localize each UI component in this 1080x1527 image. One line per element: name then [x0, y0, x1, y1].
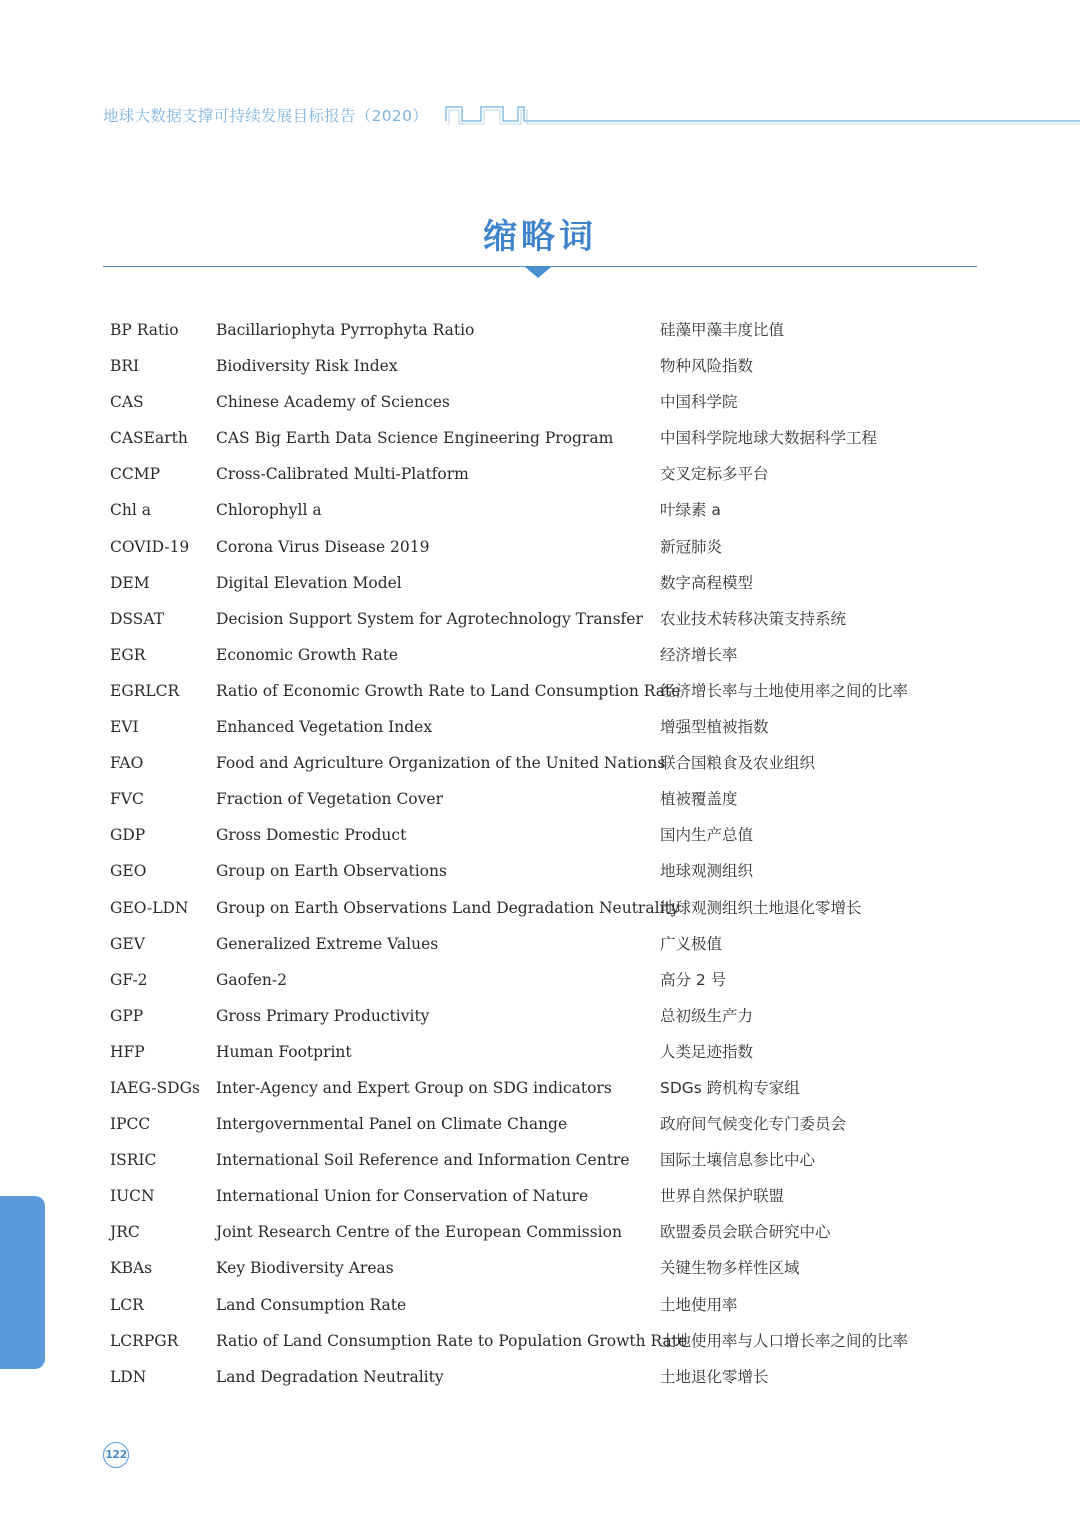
- english-term: Human Footprint: [216, 1042, 352, 1061]
- chinese-term: 新冠肺炎: [660, 537, 723, 556]
- english-term: Intergovernmental Panel on Climate Change: [216, 1115, 568, 1134]
- chinese-term: 叶绿素 a: [660, 501, 721, 520]
- chinese-term: 土地使用率与人口增长率之间的比率: [660, 1331, 909, 1350]
- english-term: Digital Elevation Model: [216, 573, 402, 592]
- chinese-term: 欧盟委员会联合研究中心: [660, 1223, 831, 1242]
- abbreviation: ISRIC: [110, 1151, 157, 1170]
- abbreviation: EGRLCR: [110, 681, 180, 700]
- english-term: Gross Primary Productivity: [216, 1006, 430, 1025]
- abbreviation: CASEarth: [110, 429, 188, 448]
- page-title: 缩略词: [483, 217, 597, 257]
- abbreviation: GF-2: [110, 970, 148, 989]
- english-term: Land Degradation Neutrality: [216, 1367, 444, 1386]
- abbreviation: LDN: [110, 1367, 147, 1386]
- abbreviation: GEO: [110, 862, 147, 881]
- chinese-term: 地球观测组织土地退化零增长: [660, 898, 862, 917]
- chinese-term: 地球观测组织: [660, 862, 754, 881]
- english-term: Key Biodiversity Areas: [216, 1259, 394, 1278]
- abbreviation: IUCN: [110, 1187, 155, 1206]
- chinese-term: 国内生产总值: [660, 826, 754, 845]
- chinese-term: 农业技术转移决策支持系统: [660, 609, 847, 628]
- english-term: Food and Agriculture Organization of the United Nations: [216, 754, 666, 773]
- english-term: Bacillariophyta Pyrrophyta Ratio: [216, 321, 475, 339]
- abbreviation: GEO-LDN: [110, 898, 189, 917]
- chapter-side-tab: [0, 1196, 45, 1369]
- chinese-term: 物种风险指数: [660, 357, 754, 376]
- english-term: Land Consumption Rate: [216, 1295, 407, 1314]
- english-term: CAS Big Earth Data Science Engineering Program: [216, 429, 614, 448]
- english-term: International Union for Conservation of Nature: [216, 1187, 589, 1206]
- abbreviation: FAO: [110, 754, 144, 773]
- abbreviation: BRI: [110, 357, 140, 376]
- english-term: Corona Virus Disease 2019: [216, 537, 430, 556]
- page-number: 122: [103, 1442, 129, 1468]
- chinese-term: 国际土壤信息参比中心: [660, 1151, 816, 1170]
- english-term: Cross-Calibrated Multi-Platform: [216, 465, 469, 484]
- abbreviation: BP Ratio: [110, 321, 179, 339]
- abbreviation: CAS: [110, 393, 144, 412]
- chinese-term: 交叉定标多平台: [660, 465, 769, 484]
- english-term: Ratio of Land Consumption Rate to Population Growth Rate: [216, 1331, 688, 1350]
- running-header: 地球大数据支撑可持续发展目标报告（2020）: [103, 107, 429, 125]
- chinese-term: 增强型植被指数: [660, 718, 769, 737]
- abbreviation: IPCC: [110, 1115, 151, 1134]
- english-term: Group on Earth Observations Land Degradation Neutrality: [216, 898, 680, 917]
- english-term: Gross Domestic Product: [216, 826, 407, 845]
- english-term: Group on Earth Observations: [216, 862, 447, 881]
- abbreviation: HFP: [110, 1042, 145, 1061]
- english-term: Enhanced Vegetation Index: [216, 718, 433, 737]
- english-term: Decision Support System for Agrotechnology Transfer: [216, 609, 643, 628]
- chinese-term: 联合国粮食及农业组织: [660, 754, 816, 773]
- abbreviation: FVC: [110, 790, 144, 809]
- abbreviation: GPP: [110, 1006, 144, 1025]
- header-decor-line: [0, 98, 1080, 128]
- english-term: Chinese Academy of Sciences: [216, 393, 450, 412]
- english-term: Biodiversity Risk Index: [216, 357, 398, 376]
- english-term: International Soil Reference and Information Centre: [216, 1151, 630, 1170]
- chinese-term: 经济增长率与土地使用率之间的比率: [660, 681, 909, 700]
- abbreviation: IAEG-SDGs: [110, 1078, 200, 1097]
- chinese-term: 中国科学院: [660, 393, 738, 412]
- abbreviation: LCRPGR: [110, 1331, 179, 1350]
- abbreviation: EVI: [110, 718, 139, 737]
- chinese-term: 关键生物多样性区域: [660, 1259, 800, 1278]
- english-term: Economic Growth Rate: [216, 645, 399, 664]
- english-term: Ratio of Economic Growth Rate to Land Consumption Rate: [216, 681, 681, 700]
- chinese-term: 总初级生产力: [660, 1006, 754, 1025]
- chinese-term: 广义极值: [660, 934, 723, 953]
- english-term: Inter-Agency and Expert Group on SDG indicators: [216, 1078, 612, 1097]
- chinese-term: 土地使用率: [660, 1295, 738, 1314]
- abbreviation: JRC: [110, 1223, 140, 1242]
- english-term: Generalized Extreme Values: [216, 934, 439, 953]
- abbreviation: COVID-19: [110, 537, 190, 556]
- chinese-term: 中国科学院地球大数据科学工程: [660, 429, 878, 448]
- abbreviation: Chl a: [110, 501, 151, 520]
- chinese-term: 经济增长率: [660, 645, 738, 664]
- chinese-term: SDGs 跨机构专家组: [660, 1078, 800, 1097]
- abbreviation: GDP: [110, 826, 146, 845]
- english-term: Joint Research Centre of the European Commission: [216, 1223, 622, 1242]
- abbreviation: DSSAT: [110, 609, 165, 628]
- chinese-term: 政府间气候变化专门委员会: [660, 1115, 847, 1134]
- abbreviation: DEM: [110, 573, 150, 592]
- chinese-term: 硅藻甲藻丰度比值: [660, 321, 785, 339]
- chinese-term: 数字高程模型: [660, 573, 754, 592]
- abbreviation: CCMP: [110, 465, 161, 484]
- chinese-term: 高分 2 号: [660, 970, 727, 989]
- chinese-term: 植被覆盖度: [660, 790, 738, 809]
- abbreviation: GEV: [110, 934, 145, 953]
- english-term: Chlorophyll a: [216, 501, 322, 520]
- abbreviation: LCR: [110, 1295, 144, 1314]
- english-term: Gaofen-2: [216, 970, 287, 989]
- chinese-term: 土地退化零增长: [660, 1367, 769, 1386]
- chinese-term: 人类足迹指数: [660, 1042, 754, 1061]
- abbreviation: EGR: [110, 645, 146, 664]
- chinese-term: 世界自然保护联盟: [660, 1187, 785, 1206]
- title-divider-marker: [525, 267, 551, 278]
- english-term: Fraction of Vegetation Cover: [216, 790, 443, 809]
- abbreviation: KBAs: [110, 1259, 153, 1278]
